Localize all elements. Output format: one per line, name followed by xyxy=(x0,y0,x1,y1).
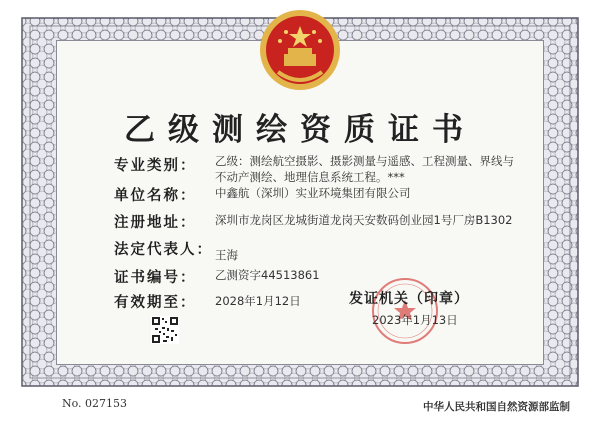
category-line-1: 乙级：测绘航空摄影、摄影测量与遥感、工程测量、界线与 xyxy=(215,154,514,168)
category-line-2: 不动产测绘、地理信息系统工程。*** xyxy=(215,170,405,184)
issuing-authority-label: 发证机关（印章） xyxy=(349,291,469,307)
national-emblem xyxy=(258,8,342,92)
legal-rep-label: 法定代表人： xyxy=(114,241,213,258)
supervisor-footer: 中华人民共和国自然资源部监制 xyxy=(423,401,570,413)
valid-until-label: 有效期至： xyxy=(114,294,197,311)
cert-no-label: 证书编号： xyxy=(114,269,197,286)
category-label: 专业类别： xyxy=(114,157,197,174)
company-value: 中鑫航（深圳）实业环境集团有限公司 xyxy=(215,186,411,200)
valid-until-value: 2028年1月12日 xyxy=(215,294,301,308)
cert-no-value: 乙测资字44513861 xyxy=(215,268,320,282)
qr-code xyxy=(151,316,179,344)
address-value: 深圳市龙岗区龙城街道龙岗天安数码创业园1号厂房B1302 xyxy=(215,213,513,227)
address-label: 注册地址： xyxy=(114,214,197,231)
company-label: 单位名称： xyxy=(114,187,197,204)
legal-rep-value: 王海 xyxy=(215,248,238,262)
official-seal xyxy=(370,276,440,346)
serial-number: No. 027153 xyxy=(62,397,128,410)
issue-date: 2023年1月13日 xyxy=(372,313,458,327)
certificate-title: 乙级测绘资质证书 xyxy=(124,112,476,148)
